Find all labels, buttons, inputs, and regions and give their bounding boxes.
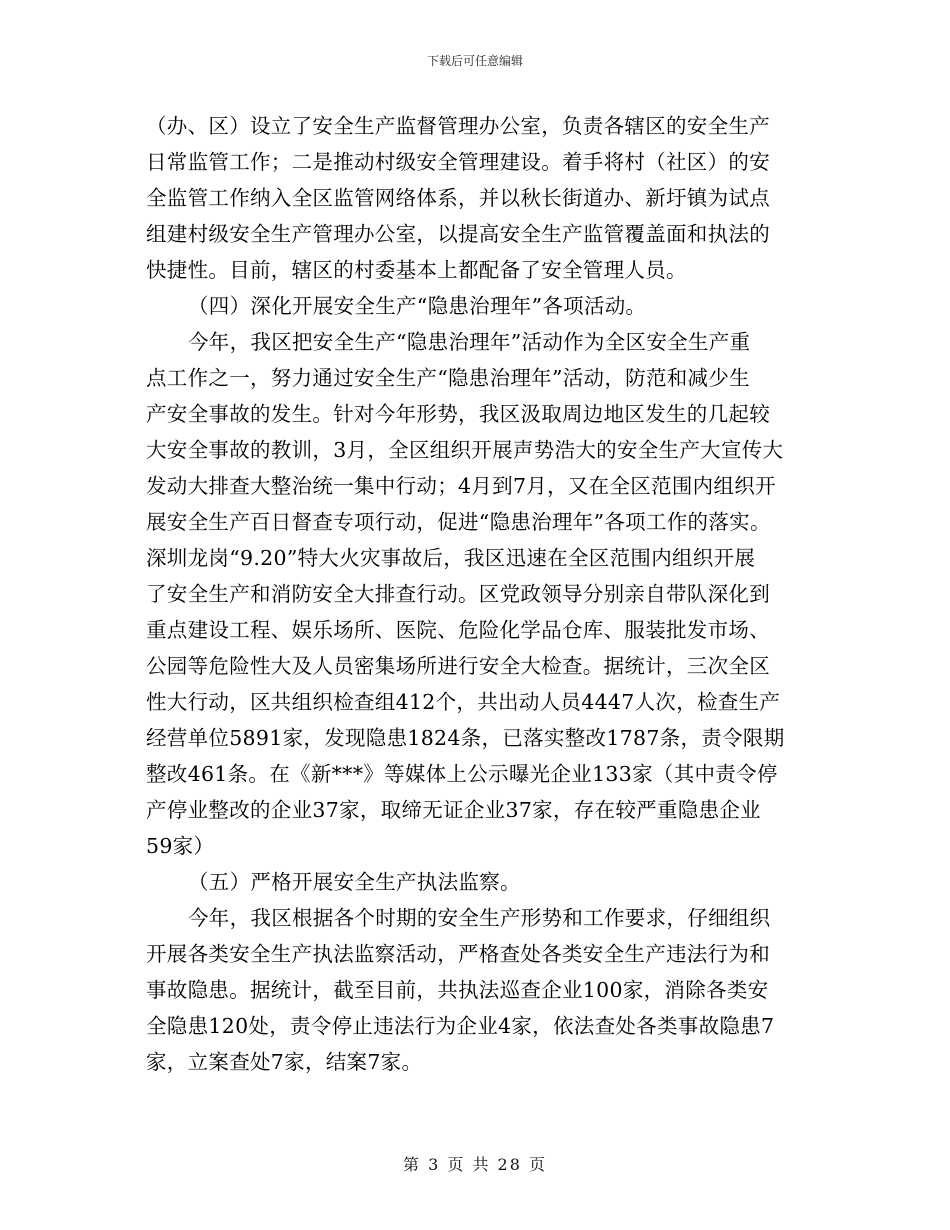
text-line: 59家） xyxy=(146,834,215,858)
page-footer: 第 3 页 共 28 页 xyxy=(403,1155,547,1174)
text-line: 今年，我区把安全生产“隐患治理年”活动作为全区安全生产重 xyxy=(188,330,751,354)
text-line: 整改461条。在《新***》等媒体上公示曝光企业133家（其中责令停 xyxy=(146,762,778,786)
page-header: 下载后可任意编辑 xyxy=(426,54,523,68)
text-line: 性大行动，区共组织检查组412个，共出动人员4447人次，检查生产 xyxy=(146,690,781,714)
text-line: 全监管工作纳入全区监管网络体系，并以秋长街道办、新圩镇为试点 xyxy=(146,186,770,210)
text-line: 公园等危险性大及人员密集场所进行安全大检查。据统计，三次全区 xyxy=(146,654,770,678)
text-line: 点工作之一，努力通过安全生产“隐患治理年”活动，防范和减少生 xyxy=(146,366,750,390)
text-line: 家，立案查处7家，结案7家。 xyxy=(146,1050,423,1074)
text-line: 产安全事故的发生。针对今年形势，我区汲取周边地区发生的几起较 xyxy=(146,402,770,426)
text-line: 展安全生产百日督查专项行动，促进“隐患治理年”各项工作的落实。 xyxy=(146,510,771,534)
text-line: 今年，我区根据各个时期的安全生产形势和工作要求，仔细组织 xyxy=(188,906,771,930)
text-line: 全隐患120处，责令停止违法行为企业4家，依法查处各类事故隐患7 xyxy=(146,1014,775,1038)
text-line: 组建村级安全生产管理办公室，以提高安全生产监管覆盖面和执法的 xyxy=(146,222,770,246)
section-heading: （四）深化开展安全生产“隐患治理年”各项活动。 xyxy=(188,294,647,318)
text-line: （办、区）设立了安全生产监督管理办公室，负责各辖区的安全生产 xyxy=(146,114,770,138)
section-heading: （五）严格开展安全生产执法监察。 xyxy=(188,870,521,894)
text-line: 了安全生产和消防安全大排查行动。区党政领导分别亲自带队深化到 xyxy=(146,582,770,606)
text-line: 重点建设工程、娱乐场所、医院、危险化学品仓库、服装批发市场、 xyxy=(146,618,770,642)
text-line: 深圳龙岗“9.20”特大火灾事故后，我区迅速在全区范围内组织开展 xyxy=(146,546,756,570)
text-line: 经营单位5891家，发现隐患1824条，已落实整改1787条，责令限期 xyxy=(146,726,785,750)
text-line: 发动大排查大整治统一集中行动；4月到7月，又在全区范围内组织开 xyxy=(146,474,776,498)
text-line: 开展各类安全生产执法监察活动，严格查处各类安全生产违法行为和 xyxy=(146,942,770,966)
text-line: 大安全事故的教训，3月，全区组织开展声势浩大的安全生产大宣传大 xyxy=(146,438,784,462)
text-line: 快捷性。目前，辖区的村委基本上都配备了安全管理人员。 xyxy=(146,258,687,282)
text-line: 产停业整改的企业37家，取缔无证企业37家，存在较严重隐患企业 xyxy=(146,798,761,822)
text-line: 事故隐患。据统计，截至目前，共执法巡查企业100家，消除各类安 xyxy=(146,978,769,1002)
text-line: 日常监管工作；二是推动村级安全管理建设。着手将村（社区）的安 xyxy=(146,150,770,174)
